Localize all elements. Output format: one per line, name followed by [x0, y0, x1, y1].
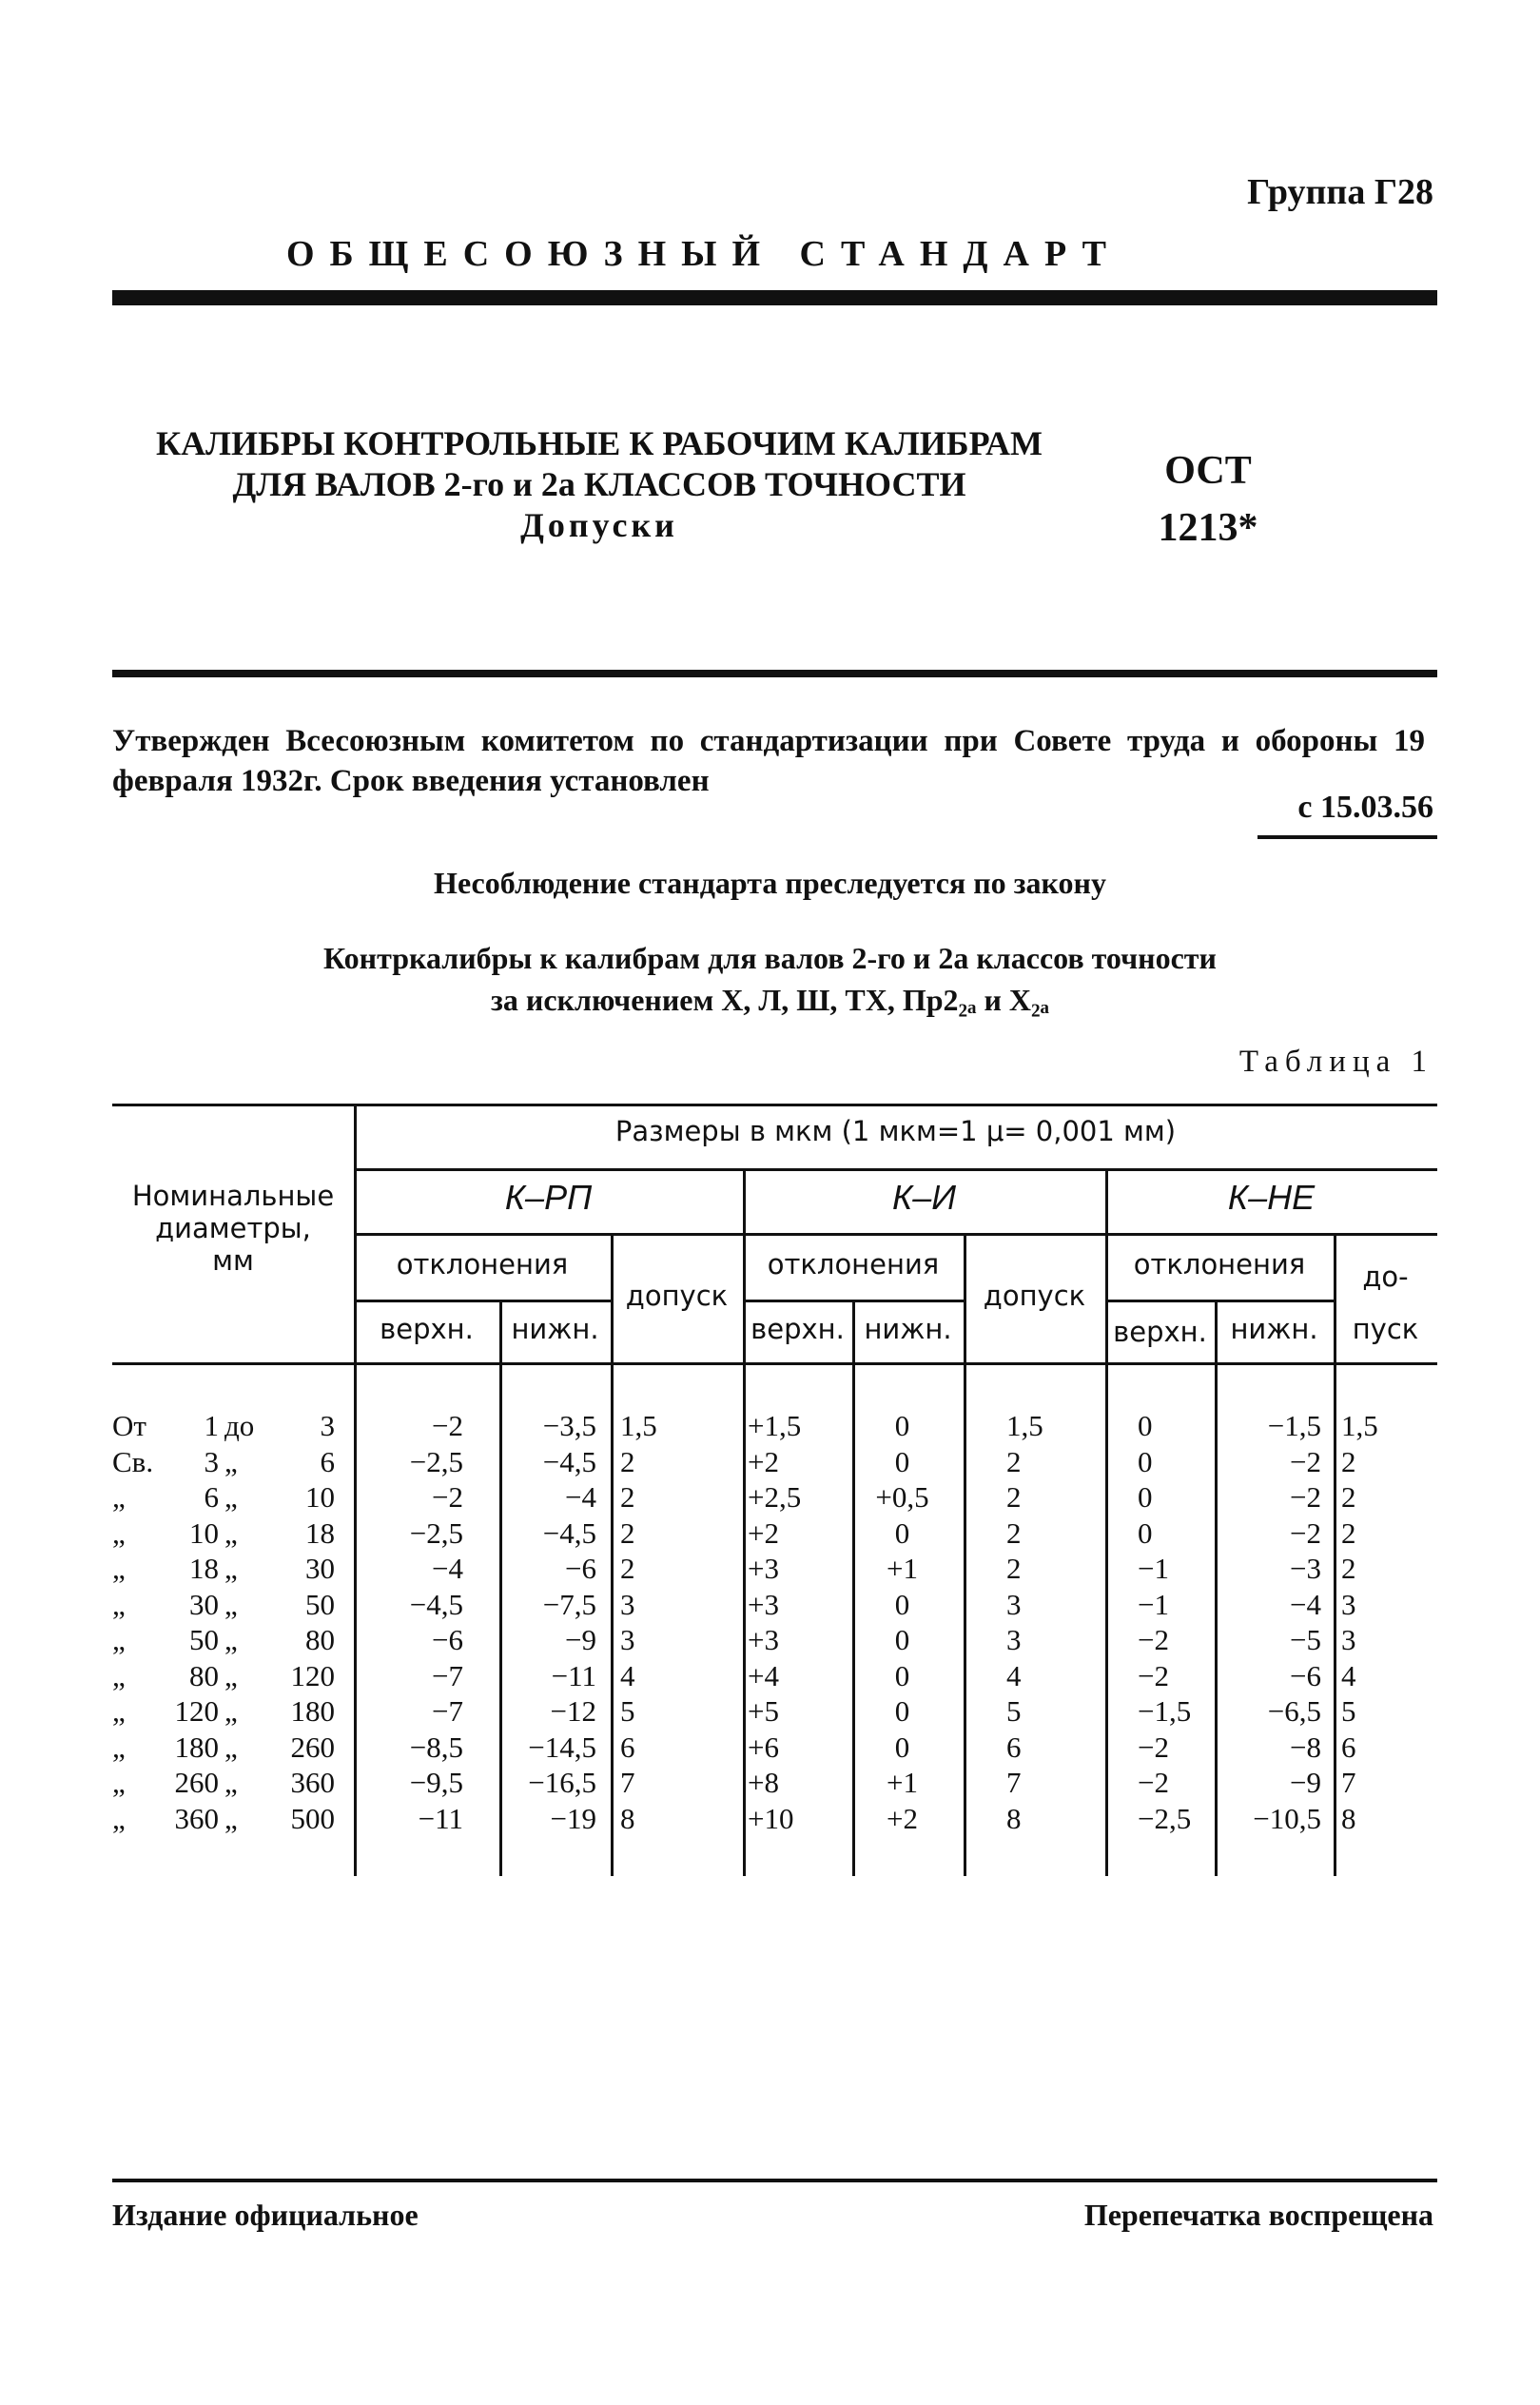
diameter-sep: „: [224, 1694, 238, 1728]
krp-lower-cell: −11: [551, 1658, 596, 1692]
diameter-to: 260: [290, 1730, 335, 1764]
upper-header-ki: верхн.: [751, 1313, 845, 1345]
kne-lower-cell: −1,5: [1267, 1409, 1321, 1442]
effective-date: с 15.03.56: [1297, 790, 1433, 825]
group-header-kne: К–НЕ: [1227, 1178, 1316, 1217]
description-line-2: за исключением Х, Л, Ш, ТХ, Пр2₂ₐ и Х₂ₐ: [491, 983, 1049, 1017]
kne-upper-cell: −1,5: [1138, 1694, 1192, 1728]
kne-tolerance-cell: 2: [1341, 1552, 1356, 1585]
ki-tolerance-cell: 2: [1006, 1552, 1022, 1585]
diameter-to: 3: [320, 1409, 335, 1442]
krp-lower-cell: −6: [565, 1552, 596, 1585]
krp-upper-cell: −8,5: [409, 1730, 463, 1764]
footer-official-edition: Издание официальное: [112, 2198, 419, 2232]
krp-upper-cell: −6: [432, 1623, 463, 1656]
group-code: Группа Г28: [1247, 172, 1433, 212]
title-line-2: ДЛЯ ВАЛОВ 2-го и 2а КЛАССОВ ТОЧНОСТИ: [232, 465, 966, 503]
krp-lower-cell: −12: [550, 1694, 596, 1728]
krp-tolerance-cell: 2: [620, 1480, 635, 1514]
title-line-3: Допуски: [520, 506, 678, 544]
ki-tolerance-cell: 1,5: [1006, 1409, 1043, 1442]
kne-tolerance-cell: 3: [1341, 1587, 1356, 1621]
title-line-1: КАЛИБРЫ КОНТРОЛЬНЫЕ К РАБОЧИМ КАЛИБРАМ: [156, 424, 1043, 462]
ki-tolerance-cell: 2: [1006, 1515, 1022, 1550]
group-header-rule: [354, 1168, 1437, 1171]
ki-tolerance-cell: 6: [1006, 1730, 1022, 1764]
kne-tolerance-cell: 8: [1341, 1801, 1356, 1835]
kne-tolerance-cell: 2: [1341, 1480, 1356, 1514]
krp-upper-cell: −4: [432, 1552, 463, 1585]
lower-header-krp: нижн.: [511, 1313, 599, 1345]
diameter-to: 50: [305, 1587, 335, 1621]
kne-upper-cell: −2: [1138, 1766, 1169, 1799]
ki-tolerance-cell: 5: [1006, 1694, 1022, 1728]
kne-upper-cell: −2: [1138, 1730, 1169, 1764]
footer-rule: [112, 2179, 1437, 2182]
krp-tolerance-cell: 2: [620, 1552, 635, 1585]
ki-upper-cell: +1,5: [748, 1409, 802, 1442]
ki-tolerance-cell: 8: [1006, 1801, 1022, 1835]
effective-date-underline: [1257, 835, 1437, 839]
ki-lower-cell: +0,5: [875, 1480, 929, 1514]
row-header-line-1: Номинальные: [131, 1180, 335, 1212]
vline-krp-tol: [611, 1233, 614, 1876]
deviation-header-rule-krp: [354, 1300, 611, 1302]
row-header: [112, 1180, 354, 1277]
ki-upper-cell: +3: [748, 1587, 779, 1621]
kne-tolerance-cell: 1,5: [1341, 1409, 1378, 1442]
kne-tolerance-cell: 2: [1341, 1515, 1356, 1550]
ki-tolerance-cell: 7: [1006, 1766, 1022, 1799]
krp-tolerance-cell: 7: [620, 1766, 635, 1799]
diameter-prefix: „: [112, 1587, 126, 1621]
ki-lower-cell: 0: [894, 1623, 910, 1656]
kne-lower-cell: −9: [1290, 1766, 1321, 1799]
diameter-sep: „: [224, 1766, 238, 1799]
diameter-to: 10: [305, 1480, 335, 1514]
krp-tolerance-cell: 4: [620, 1658, 635, 1692]
kne-lower-cell: −6,5: [1267, 1694, 1321, 1728]
standard-type-heading: ОБЩЕСОЮЗНЫЙ СТАНДАРТ: [285, 234, 1122, 274]
upper-header-krp: верхн.: [380, 1313, 474, 1345]
lower-header-kne: нижн.: [1230, 1313, 1318, 1345]
kne-lower-cell: −3: [1290, 1552, 1321, 1585]
diameter-from: 18: [189, 1552, 219, 1585]
ki-tolerance-cell: 3: [1006, 1623, 1022, 1656]
krp-lower-cell: −3,5: [542, 1409, 596, 1442]
diameter-to: 6: [320, 1444, 335, 1478]
ki-lower-cell: 0: [894, 1587, 910, 1621]
table-description: [0, 937, 1540, 1021]
tolerance-header-kne-top: до-: [1362, 1261, 1409, 1293]
ki-tolerance-cell: 2: [1006, 1444, 1022, 1478]
kne-upper-cell: 0: [1138, 1409, 1153, 1442]
approval-text: Утвержден Всесоюзным комитетом по стандартизации при Совете труда и обороны 19 февраля 1932г. Срок введения установлен: [112, 724, 1425, 798]
vline-ki-tol: [964, 1233, 966, 1876]
row-header-line-2: диаметры,: [155, 1212, 311, 1244]
diameter-sep: „: [224, 1587, 238, 1621]
diameter-prefix: „: [112, 1552, 126, 1585]
diameter-prefix: „: [112, 1480, 126, 1514]
ki-lower-cell: 0: [894, 1658, 910, 1692]
diameter-from: 120: [174, 1694, 219, 1728]
tolerance-header-ki: допуск: [983, 1280, 1086, 1312]
kne-lower-cell: −4: [1290, 1587, 1321, 1621]
ki-lower-cell: 0: [894, 1444, 910, 1478]
tolerance-header-kne-bottom: пуск: [1352, 1313, 1419, 1345]
diameter-prefix: „: [112, 1694, 126, 1728]
ki-upper-cell: +3: [748, 1552, 779, 1585]
diameter-sep: „: [224, 1480, 238, 1514]
ki-tolerance-cell: 2: [1006, 1480, 1022, 1514]
diameter-sep: „: [224, 1552, 238, 1585]
kne-upper-cell: −1: [1138, 1552, 1169, 1585]
krp-lower-cell: −16,5: [528, 1766, 596, 1799]
krp-lower-cell: −4: [565, 1480, 596, 1514]
krp-tolerance-cell: 8: [620, 1801, 635, 1835]
diameter-prefix: Св.: [112, 1444, 154, 1478]
row-header-line-3: мм: [212, 1244, 254, 1277]
kne-tolerance-cell: 4: [1341, 1658, 1356, 1692]
diameter-to: 360: [290, 1766, 335, 1799]
ki-tolerance-cell: 4: [1006, 1658, 1022, 1692]
kne-upper-cell: 0: [1138, 1480, 1153, 1514]
ki-upper-cell: +4: [748, 1658, 779, 1692]
diameter-prefix: „: [112, 1766, 126, 1799]
document-title: [143, 423, 1056, 546]
kne-tolerance-cell: 6: [1341, 1730, 1356, 1764]
diameter-from: 30: [189, 1587, 219, 1621]
ki-upper-cell: +5: [748, 1694, 779, 1728]
group-header-ki: К–И: [892, 1178, 956, 1217]
diameter-from: 6: [204, 1480, 219, 1514]
diameter-prefix: „: [112, 1801, 126, 1835]
krp-lower-cell: −19: [550, 1801, 596, 1835]
kne-lower-cell: −10,5: [1253, 1801, 1321, 1835]
kne-lower-cell: −2: [1290, 1480, 1321, 1514]
tolerance-header-krp: допуск: [625, 1280, 729, 1312]
diameter-from: 1: [204, 1409, 219, 1442]
diameter-sep: „: [224, 1444, 238, 1478]
kne-lower-cell: −2: [1290, 1444, 1321, 1478]
diameter-to: 80: [305, 1623, 335, 1656]
krp-tolerance-cell: 3: [620, 1623, 635, 1656]
table-top-border: [112, 1104, 1437, 1106]
diameter-from: 3: [204, 1444, 219, 1478]
ki-lower-cell: 0: [894, 1694, 910, 1728]
kne-lower-cell: −6: [1290, 1658, 1321, 1692]
krp-tolerance-cell: 2: [620, 1444, 635, 1478]
diameter-from: 10: [189, 1515, 219, 1550]
krp-upper-cell: −4,5: [409, 1587, 463, 1621]
diameter-to: 120: [290, 1658, 335, 1692]
ki-lower-cell: 0: [894, 1515, 910, 1550]
kne-upper-cell: −1: [1138, 1587, 1169, 1621]
diameter-to: 180: [290, 1694, 335, 1728]
diameter-prefix: „: [112, 1623, 126, 1656]
kne-tolerance-cell: 2: [1341, 1444, 1356, 1478]
units-header: Размеры в мкм (1 мкм=1 μ= 0,001 мм): [614, 1115, 1177, 1147]
table-caption: Таблица 1: [1238, 1045, 1433, 1079]
deviation-header-rule-kne: [1105, 1300, 1334, 1302]
diameter-from: 360: [174, 1801, 219, 1835]
kne-upper-cell: −2: [1138, 1658, 1169, 1692]
standard-designation: [1118, 442, 1298, 557]
diameter-sep: „: [224, 1515, 238, 1550]
deviations-header-ki: отклонения: [767, 1248, 940, 1281]
designation-code: ОСТ: [1164, 449, 1252, 493]
krp-lower-cell: −9: [565, 1623, 596, 1656]
diameter-from: 50: [189, 1623, 219, 1656]
krp-lower-cell: −14,5: [528, 1730, 596, 1764]
footer-reprint-prohibited: Перепечатка воспрещена: [1083, 2198, 1433, 2232]
krp-upper-cell: −2: [432, 1480, 463, 1514]
krp-tolerance-cell: 2: [620, 1515, 635, 1550]
ki-lower-cell: 0: [894, 1730, 910, 1764]
krp-tolerance-cell: 5: [620, 1694, 635, 1728]
diameter-sep: „: [224, 1730, 238, 1764]
krp-tolerance-cell: 1,5: [620, 1409, 657, 1442]
diameter-from: 80: [189, 1658, 219, 1692]
diameter-sep: „: [224, 1801, 238, 1835]
krp-lower-cell: −4,5: [542, 1515, 596, 1550]
kne-upper-cell: −2,5: [1138, 1801, 1192, 1835]
header-thick-rule: [112, 290, 1437, 305]
diameter-prefix: „: [112, 1658, 126, 1692]
kne-tolerance-cell: 7: [1341, 1766, 1356, 1799]
krp-upper-cell: −7: [432, 1658, 463, 1692]
ki-upper-cell: +2,5: [748, 1480, 802, 1514]
krp-upper-cell: −11: [418, 1801, 463, 1835]
ki-lower-cell: +1: [887, 1766, 918, 1799]
designation-number: 1213*: [1158, 506, 1258, 550]
diameter-from: 180: [174, 1730, 219, 1764]
kne-lower-cell: −2: [1290, 1515, 1321, 1550]
law-note: Несоблюдение стандарта преследуется по закону: [434, 866, 1106, 900]
krp-upper-cell: −2,5: [409, 1444, 463, 1478]
diameter-prefix: От: [112, 1409, 146, 1442]
krp-upper-cell: −7: [432, 1694, 463, 1728]
diameter-sep: до: [224, 1409, 255, 1442]
diameter-sep: „: [224, 1623, 238, 1656]
krp-upper-cell: −9,5: [409, 1766, 463, 1799]
kne-upper-cell: 0: [1138, 1444, 1153, 1478]
diameter-to: 500: [290, 1801, 335, 1835]
diameter-prefix: „: [112, 1515, 126, 1550]
krp-lower-cell: −4,5: [542, 1444, 596, 1478]
lower-header-ki: нижн.: [864, 1313, 952, 1345]
header-bottom-rule: [112, 1362, 1437, 1365]
kne-tolerance-cell: 3: [1341, 1623, 1356, 1656]
ki-upper-cell: +10: [748, 1801, 794, 1835]
kne-lower-cell: −8: [1290, 1730, 1321, 1764]
ki-upper-cell: +6: [748, 1730, 779, 1764]
kne-upper-cell: 0: [1138, 1515, 1153, 1550]
title-rule: [112, 670, 1437, 677]
ki-lower-cell: +1: [887, 1552, 918, 1585]
ki-upper-cell: +3: [748, 1623, 779, 1656]
ki-upper-cell: +2: [748, 1515, 779, 1550]
ki-tolerance-cell: 3: [1006, 1587, 1022, 1621]
kne-upper-cell: −2: [1138, 1623, 1169, 1656]
group-header-krp: К–РП: [504, 1178, 593, 1217]
upper-header-kne: верхн.: [1113, 1316, 1207, 1348]
diameter-prefix: „: [112, 1730, 126, 1764]
subgroup-header-rule: [354, 1233, 1437, 1236]
krp-tolerance-cell: 3: [620, 1587, 635, 1621]
krp-upper-cell: −2,5: [409, 1515, 463, 1550]
krp-tolerance-cell: 6: [620, 1730, 635, 1764]
diameter-sep: „: [224, 1658, 238, 1692]
deviations-header-kne: отклонения: [1133, 1248, 1306, 1281]
ki-upper-cell: +8: [748, 1766, 779, 1799]
krp-lower-cell: −7,5: [542, 1587, 596, 1621]
ki-lower-cell: 0: [894, 1409, 910, 1442]
diameter-from: 260: [174, 1766, 219, 1799]
deviations-header-krp: отклонения: [396, 1248, 569, 1281]
ki-lower-cell: +2: [887, 1801, 918, 1835]
krp-upper-cell: −2: [432, 1409, 463, 1442]
diameter-to: 30: [305, 1552, 335, 1585]
ki-upper-cell: +2: [748, 1444, 779, 1478]
description-line-1: Контркалибры к калибрам для валов 2-го и 2а классов точности: [323, 941, 1217, 975]
kne-tolerance-cell: 5: [1341, 1694, 1356, 1728]
kne-lower-cell: −5: [1290, 1623, 1321, 1656]
diameter-to: 18: [305, 1515, 335, 1550]
